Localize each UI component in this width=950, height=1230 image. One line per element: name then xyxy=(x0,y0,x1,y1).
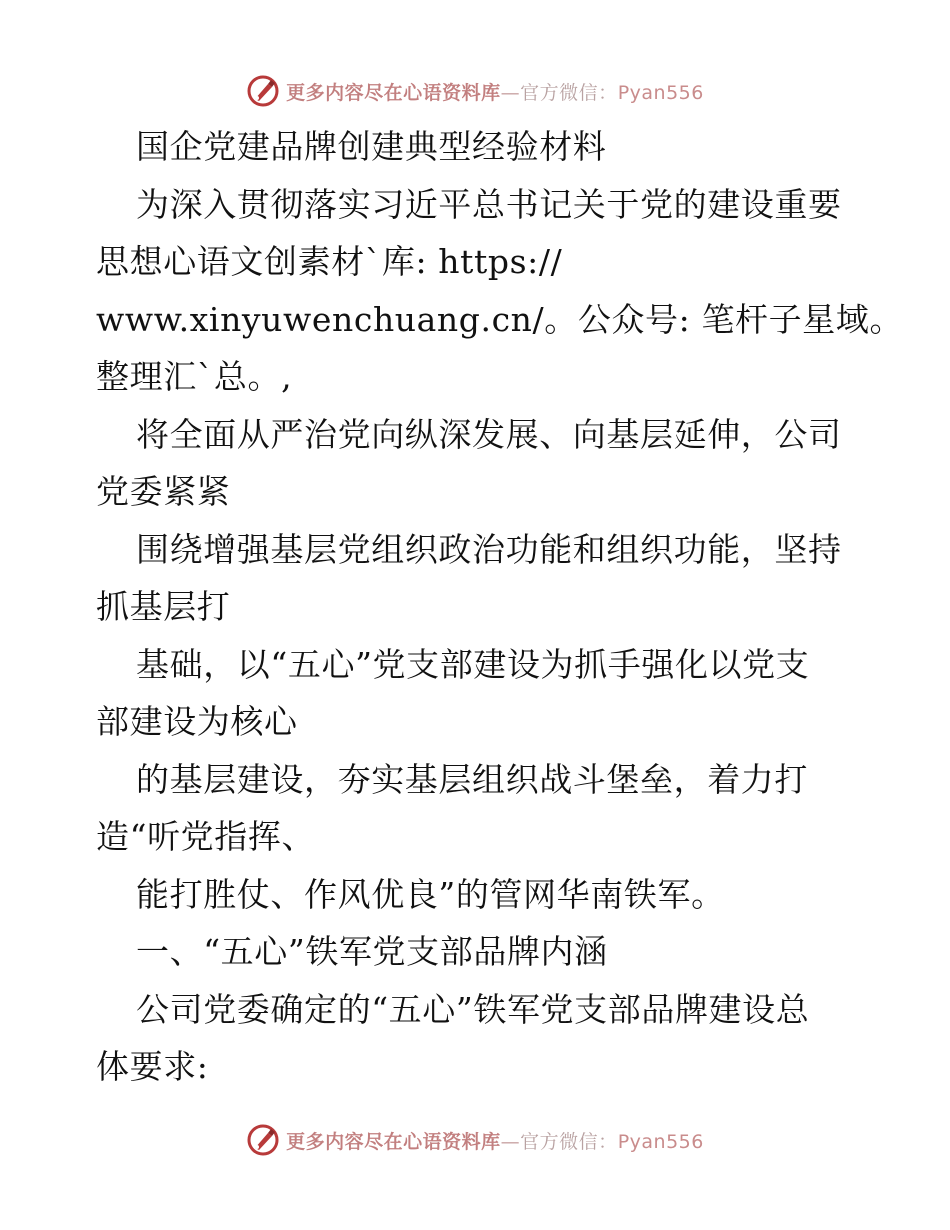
footer-brand-text: 更多内容尽在心语资料库 xyxy=(286,1130,501,1153)
document-line: 为深入贯彻落实习近平总书记关于党的建设重要 xyxy=(136,184,842,224)
document-line: 围绕增强基层党组织政治功能和组织功能，坚持 xyxy=(136,529,842,569)
document-line: 体要求: xyxy=(96,1047,209,1086)
document-line: 思想心语文创素材`库: https:// xyxy=(96,242,563,281)
footer-banner xyxy=(0,1120,950,1160)
document-line: 公司党委确定的“五心”铁军党支部品牌建设总 xyxy=(136,989,810,1029)
footer-banner-text xyxy=(286,1127,704,1154)
document-body xyxy=(96,118,904,1096)
document-line: 党委紧紧 xyxy=(96,472,231,511)
header-banner xyxy=(0,71,950,111)
document-line: 整理汇`总。, xyxy=(96,357,293,396)
document-line: www.xinyuwenchuang.cn/。公众号: 笔杆子星域。 xyxy=(96,299,904,339)
pen-logo-icon xyxy=(246,74,280,108)
pen-logo-icon xyxy=(246,1123,280,1157)
document-line: 部建设为核心 xyxy=(96,702,298,741)
header-account-id: Pyan556 xyxy=(617,81,704,104)
footer-account-id: Pyan556 xyxy=(617,1130,704,1153)
document-line: 基础，以“五心”党支部建设为抓手强化以党支 xyxy=(136,644,810,684)
document-line: 的基层建设，夯实基层组织战斗堡垒，着力打 xyxy=(136,759,808,799)
document-title: 国企党建品牌创建典型经验材料 xyxy=(136,127,607,166)
document-line: 将全面从严治党向纵深发展、向基层延伸，公司 xyxy=(136,414,842,454)
section-heading: 一、“五心”铁军党支部品牌内涵 xyxy=(136,932,608,971)
document-line: 抓基层打 xyxy=(96,587,231,626)
document-line: 能打胜仗、作风优良”的管网华南铁军。 xyxy=(136,874,725,914)
header-separator: — xyxy=(500,81,521,104)
document-line: 造“听党指挥、 xyxy=(96,817,316,856)
header-brand-text: 更多内容尽在心语资料库 xyxy=(286,81,501,104)
header-banner-text xyxy=(286,78,704,105)
header-official-label: 官方微信： xyxy=(520,81,618,104)
footer-separator: — xyxy=(500,1130,521,1153)
footer-official-label: 官方微信： xyxy=(520,1130,618,1153)
